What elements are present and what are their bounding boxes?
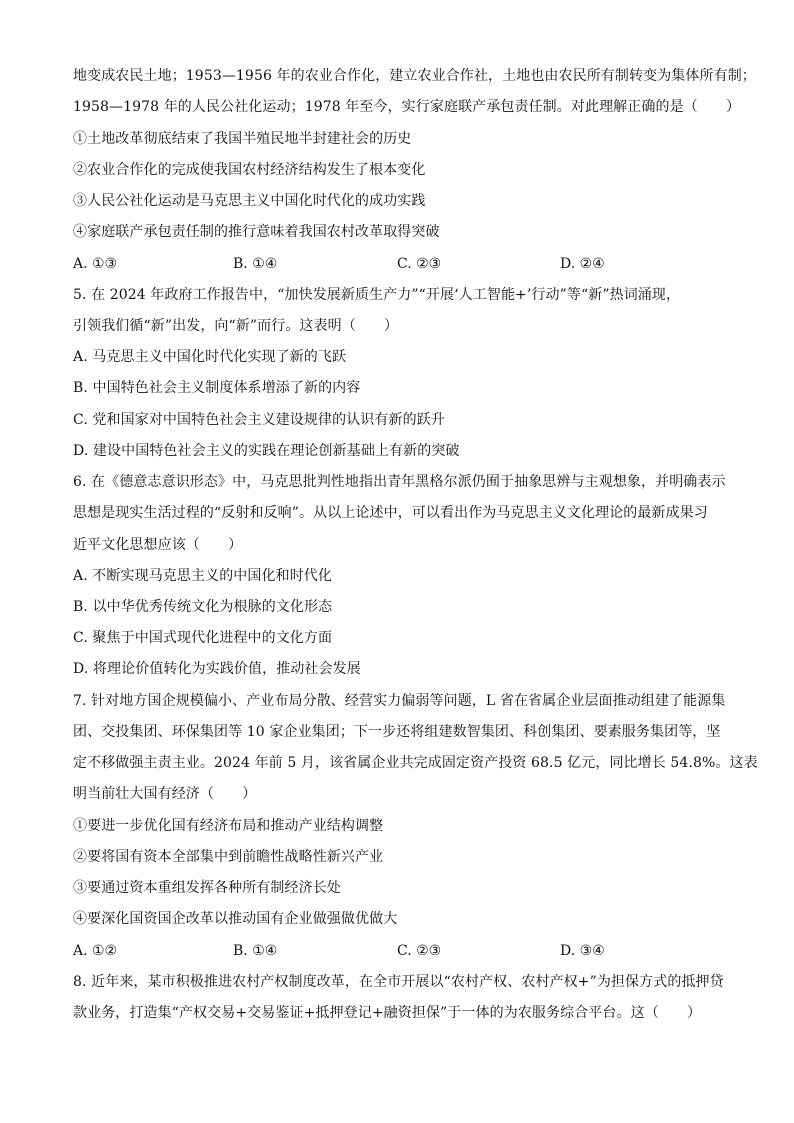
q6-option-c: C. 聚焦于中国式现代化进程中的文化方面 bbox=[73, 630, 333, 646]
q4-option-a: A. ①③ bbox=[73, 256, 118, 272]
q6-option-b: B. 以中华优秀传统文化为根脉的文化形态 bbox=[73, 599, 333, 615]
q8-stem-line-2: 款业务，打造集“产权交易+交易鉴证+抵押登记+融资担保”于一体的为农服务综合平台。这（ ） bbox=[73, 1005, 702, 1021]
q4-options bbox=[73, 254, 733, 274]
q7-statement-2: ②要将国有资本全部集中到前瞻性战略性新兴产业 bbox=[73, 849, 384, 865]
q7-statement-1: ①要进一步优化国有经济布局和推动产业结构调整 bbox=[73, 818, 384, 834]
q4-statement-4: ④家庭联产承包责任制的推行意味着我国农村改革取得突破 bbox=[73, 224, 440, 240]
q7-stem-line-1: 7. 针对地方国企规模偏小、产业布局分散、经营实力偏弱等问题，L 省在省属企业层面推动组建了能源集 bbox=[73, 693, 726, 709]
q7-statement-3: ③要通过资本重组发挥各种所有制经济长处 bbox=[73, 880, 341, 896]
q6-stem-line-1: 6. 在《德意志意识形态》中，马克思批判性地指出青年黑格尔派仍囿于抽象思辨与主观想象，并明确表示 bbox=[73, 474, 726, 490]
q5-option-a: A. 马克思主义中国化时代化实现了新的飞跃 bbox=[73, 349, 347, 365]
q7-stem-line-2: 团、交投集团、环保集团等 10 家企业集团；下一步还将组建数智集团、科创集团、要素服务集团等，坚 bbox=[73, 724, 721, 740]
q8-stem-line-1: 8. 近年来，某市积极推进农村产权制度改革，在全市开展以“农村产权、农村产权+”为担保方式的抵押贷 bbox=[73, 974, 724, 990]
q7-options bbox=[73, 941, 733, 961]
q7-statement-4: ④要深化国资国企改革以推动国有企业做强做优做大 bbox=[73, 911, 398, 927]
q4-stem-line-2: 1958—1978 年的人民公社化运动；1978 年至今，实行家庭联产承包责任制。对此理解正确的是（ ） bbox=[73, 99, 741, 115]
q5-option-b: B. 中国特色社会主义制度体系增添了新的内容 bbox=[73, 380, 361, 396]
q7-option-d: D. ③④ bbox=[560, 943, 605, 959]
q7-option-c: C. ②③ bbox=[397, 943, 442, 959]
q7-option-a: A. ①② bbox=[73, 943, 118, 959]
q4-option-d: D. ②④ bbox=[560, 256, 605, 272]
q6-option-d: D. 将理论价值转化为实践价值，推动社会发展 bbox=[73, 661, 361, 677]
q5-stem-line-2: 引领我们循“新”出发，向“新”而行。这表明（ ） bbox=[73, 318, 399, 334]
q5-option-c: C. 党和国家对中国特色社会主义建设规律的认识有新的跃升 bbox=[73, 412, 445, 428]
q4-stem-line-1: 地变成农民土地；1953—1956 年的农业合作化，建立农业合作社，土地也由农民所有制转变为集体所有制； bbox=[73, 68, 756, 84]
q7-option-b: B. ①④ bbox=[233, 943, 278, 959]
q4-statement-3: ③人民公社化运动是马克思主义中国化时代化的成功实践 bbox=[73, 193, 426, 209]
q4-statement-2: ②农业合作化的完成使我国农村经济结构发生了根本变化 bbox=[73, 162, 426, 178]
q7-stem-line-4: 明当前壮大国有经济（ ） bbox=[73, 786, 257, 802]
q4-statement-1: ①土地改革彻底结束了我国半殖民地半封建社会的历史 bbox=[73, 131, 412, 147]
q6-option-a: A. 不断实现马克思主义的中国化和时代化 bbox=[73, 568, 333, 584]
q6-stem-line-3: 近平文化思想应该（ ） bbox=[73, 537, 243, 553]
q5-option-d: D. 建设中国特色社会主义的实践在理论创新基础上有新的突破 bbox=[73, 443, 460, 459]
q4-option-b: B. ①④ bbox=[233, 256, 278, 272]
q5-stem-line-1: 5. 在 2024 年政府工作报告中，“加快发展新质生产力”“开展‘人工智能+’行动”等“新”热词涌现， bbox=[73, 287, 681, 303]
q7-stem-line-3: 定不移做强主责主业。2024 年前 5 月，该省属企业共完成固定资产投资 68.5 亿元，同比增长 54.8%。这表 bbox=[73, 755, 758, 771]
q6-stem-line-2: 思想是现实生活过程的“反射和反响”。从以上论述中，可以看出作为马克思主义文化理论的最新成果习 bbox=[73, 505, 708, 521]
q4-option-c: C. ②③ bbox=[397, 256, 442, 272]
